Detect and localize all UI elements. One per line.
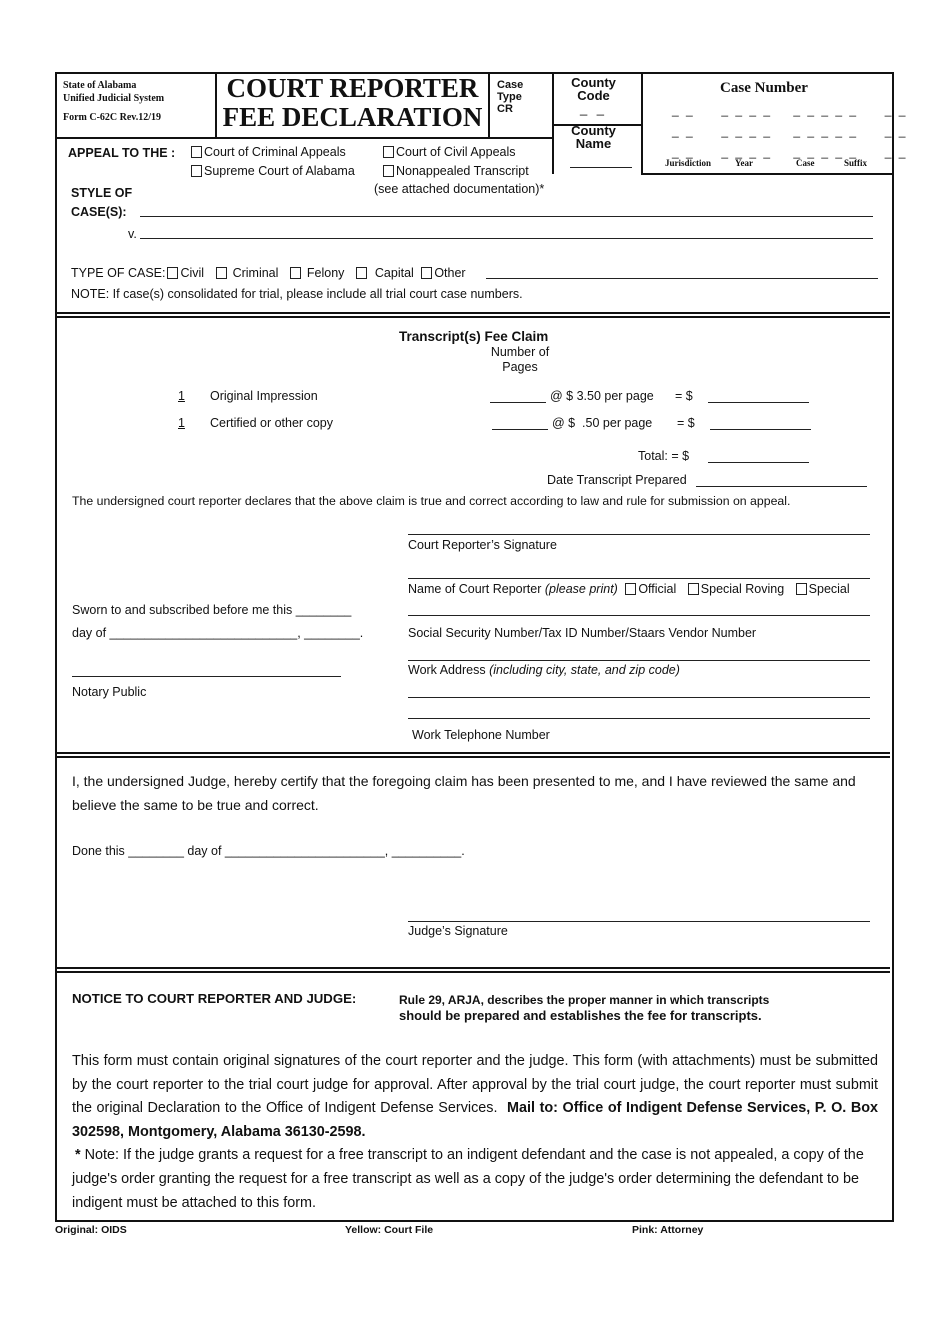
header-state-block bbox=[63, 79, 164, 124]
title-line-1: COURT REPORTER bbox=[226, 73, 479, 103]
form-number: Form C-62C Rev.12/19 bbox=[63, 112, 162, 123]
rule-line-2: should be prepared and establishes the fee for transcripts. bbox=[399, 1008, 762, 1023]
free-transcript-note bbox=[72, 1144, 878, 1215]
notary-sworn: Sworn to and subscribed before me this ________ bbox=[72, 603, 352, 617]
transcript-heading: Transcript(s) Fee Claim bbox=[399, 329, 549, 344]
footer-pink: Pink: Attorney bbox=[632, 1224, 704, 1236]
civil-label: Civil bbox=[180, 266, 205, 280]
checkbox[interactable] bbox=[383, 146, 394, 158]
other-case-type-field[interactable] bbox=[486, 278, 878, 279]
divider bbox=[641, 72, 643, 174]
ssn-field[interactable] bbox=[408, 615, 870, 616]
copy-equals: = $ bbox=[677, 416, 695, 430]
notice-rule bbox=[399, 992, 769, 1024]
work-phone-label: Work Telephone Number bbox=[412, 728, 550, 742]
case-type-value: CR bbox=[497, 103, 513, 115]
reporter-name-label: Name of Court Reporter bbox=[408, 582, 542, 596]
original-qty: 1 bbox=[178, 389, 185, 403]
original-equals: = $ bbox=[675, 389, 693, 403]
appeal-note: (see attached documentation)* bbox=[374, 182, 545, 196]
divider bbox=[641, 173, 894, 175]
option-label: Supreme Court of Alabama bbox=[204, 164, 355, 178]
original-pages-field[interactable] bbox=[490, 402, 546, 403]
criminal-checkbox[interactable] bbox=[216, 267, 227, 279]
case-number-label: Case Number bbox=[720, 80, 808, 96]
footer-yellow: Yellow: Court File bbox=[345, 1224, 434, 1236]
ssn-label: Social Security Number/Tax ID Number/Staars Vendor Number bbox=[408, 626, 757, 640]
divider bbox=[215, 72, 217, 138]
note-asterisk: * bbox=[75, 1147, 81, 1164]
section-divider bbox=[55, 752, 890, 758]
county-name-label-1: County bbox=[571, 123, 616, 138]
option-label: Court of Civil Appeals bbox=[396, 145, 516, 159]
rule-line-1: Rule 29, ARJA, describes the proper manner in which transcripts bbox=[399, 993, 770, 1007]
county-name-label-2: Name bbox=[575, 136, 612, 151]
option-label: Nonappealed Transcript bbox=[396, 164, 529, 178]
original-amount-field[interactable] bbox=[708, 402, 809, 403]
notary-public-label: Notary Public bbox=[72, 685, 147, 699]
reporter-name-field[interactable] bbox=[408, 578, 870, 579]
felony-checkbox[interactable] bbox=[290, 267, 301, 279]
address-field-2[interactable] bbox=[408, 697, 870, 698]
other-label: Other bbox=[434, 266, 466, 280]
appeal-civil-appeals[interactable] bbox=[383, 145, 516, 159]
style-of-case-field[interactable] bbox=[140, 216, 873, 217]
county-code-block bbox=[556, 76, 631, 115]
judge-done-this: Done this ________ day of _______________________, __________. bbox=[72, 844, 465, 858]
official-label: Official bbox=[638, 582, 677, 596]
case-type-label-1: Case bbox=[497, 79, 524, 91]
form-title bbox=[220, 74, 485, 132]
judicial-system: Unified Judicial System bbox=[63, 93, 165, 104]
checkbox[interactable] bbox=[383, 165, 394, 177]
case-number-row-3[interactable]: _ _ _ _ _ _ _ _ _ _ _ _ _ bbox=[672, 145, 908, 159]
case-type-label-2: Type bbox=[497, 91, 522, 103]
style-label-2: CASE(S): bbox=[71, 205, 127, 219]
judge-certification: I, the undersigned Judge, hereby certify that the foregoing claim has been presented to me, and I have reviewed the same and believe the same to be true and correct. bbox=[72, 773, 856, 813]
notice-body bbox=[72, 1050, 878, 1215]
copy-pages-field[interactable] bbox=[492, 429, 548, 430]
official-checkbox[interactable] bbox=[625, 583, 636, 595]
address-label-row bbox=[408, 663, 680, 677]
special-roving-label: Special Roving bbox=[700, 582, 785, 596]
col-jurisdiction: Jurisdiction bbox=[665, 158, 712, 168]
copy-amount-field[interactable] bbox=[710, 429, 811, 430]
reporter-signature-field[interactable] bbox=[408, 534, 870, 535]
date-prepared-field[interactable] bbox=[696, 486, 867, 487]
special-roving-checkbox[interactable] bbox=[688, 583, 699, 595]
case-number-row-1[interactable]: _ _ _ _ _ _ _ _ _ _ _ _ _ bbox=[672, 103, 908, 117]
reporter-signature-label: Court Reporter’s Signature bbox=[408, 538, 557, 552]
checkbox[interactable] bbox=[191, 165, 202, 177]
criminal-label: Criminal bbox=[232, 266, 279, 280]
pages-label bbox=[480, 345, 560, 375]
versus-field[interactable] bbox=[140, 238, 873, 239]
divider bbox=[55, 137, 552, 139]
reporter-declaration: The undersigned court reporter declares that the above claim is true and correct according to law and rule for submission on appeal. bbox=[72, 494, 791, 508]
total-amount-field[interactable] bbox=[708, 462, 809, 463]
reporter-name-row bbox=[408, 582, 850, 596]
consolidated-note: NOTE: If case(s) consolidated for trial, please include all trial court case numbers. bbox=[71, 287, 523, 301]
reporter-name-hint: (please print) bbox=[544, 582, 618, 596]
option-label: Court of Criminal Appeals bbox=[204, 145, 346, 159]
address-hint: (including city, state, and zip code) bbox=[489, 663, 680, 677]
appeal-criminal-appeals[interactable] bbox=[191, 145, 346, 159]
felony-label: Felony bbox=[306, 266, 345, 280]
pages-label-2: Pages bbox=[502, 360, 538, 374]
address-field-3[interactable] bbox=[408, 718, 870, 719]
judge-signature-field[interactable] bbox=[408, 921, 870, 922]
appeal-label: APPEAL TO THE : bbox=[68, 146, 176, 160]
special-label: Special bbox=[808, 582, 850, 596]
case-number-row-2[interactable]: _ _ _ _ _ _ _ _ _ _ _ _ _ bbox=[672, 124, 908, 138]
case-type-block bbox=[497, 79, 523, 115]
footer-original: Original: OIDS bbox=[55, 1224, 127, 1236]
pages-label-1: Number of bbox=[490, 345, 550, 359]
checkbox[interactable] bbox=[191, 146, 202, 158]
notice-body-text: This form must contain original signatures of the court reporter and the judge. This form (with attachments) must be submitted by the court reporter to the trial court judge for approval. After approval by the trial court judge, the court reporter must submit the original Declaration to the Office of Indigent Defense Services. bbox=[72, 1053, 878, 1117]
type-of-case-row bbox=[71, 266, 466, 280]
type-of-case-label: TYPE OF CASE: bbox=[71, 266, 166, 280]
county-name-block bbox=[556, 124, 631, 150]
note-text: Note: If the judge grants a request for a free transcript to an indigent defendant and the case is not appealed, a copy of the judge's order granting the request for a free transcript as well as a copy of the judge's order determining the defendant to be indigent must be attached to this form. bbox=[72, 1147, 864, 1211]
section-divider bbox=[55, 967, 890, 973]
style-of-case-label bbox=[71, 184, 132, 222]
capital-label: Capital bbox=[374, 266, 414, 280]
special-checkbox[interactable] bbox=[796, 583, 807, 595]
county-code-label-2: Code bbox=[577, 88, 610, 103]
total-label: Total: = $ bbox=[638, 449, 690, 463]
notary-signature-field[interactable] bbox=[72, 676, 341, 677]
divider bbox=[488, 72, 490, 138]
original-label: Original Impression bbox=[210, 389, 318, 403]
date-prepared-label: Date Transcript Prepared bbox=[547, 473, 687, 487]
address-field-1[interactable] bbox=[408, 660, 870, 661]
section-divider bbox=[55, 312, 890, 318]
style-label-1: STYLE OF bbox=[71, 186, 133, 200]
copy-rate: @ $ .50 per page bbox=[552, 416, 653, 430]
notary-day-of: day of ___________________________, ________. bbox=[72, 626, 364, 640]
copy-label: Certified or other copy bbox=[210, 416, 333, 430]
title-line-2: FEE DECLARATION bbox=[222, 102, 483, 132]
notice-heading: NOTICE TO COURT REPORTER AND JUDGE: bbox=[72, 991, 357, 1006]
state-name: State of Alabama bbox=[63, 80, 137, 91]
judge-signature-label: Judge’s Signature bbox=[408, 924, 508, 938]
col-case: Case bbox=[796, 158, 815, 168]
versus-label: v. bbox=[128, 227, 137, 241]
appeal-supreme-court[interactable] bbox=[191, 164, 355, 178]
county-code-label-1: County bbox=[571, 75, 616, 90]
address-label: Work Address bbox=[408, 663, 486, 677]
county-code-blanks: _ _ bbox=[579, 101, 608, 116]
civil-checkbox[interactable] bbox=[167, 267, 178, 279]
original-rate: @ $ 3.50 per page bbox=[550, 389, 654, 403]
county-name-field[interactable] bbox=[570, 167, 632, 168]
col-suffix: Suffix bbox=[844, 158, 868, 168]
other-checkbox[interactable] bbox=[421, 267, 432, 279]
col-year: Year bbox=[735, 158, 753, 168]
appeal-nonappealed[interactable] bbox=[383, 164, 529, 178]
notice-mail-address: Mail to: Office of Indigent Defense Services, P. O. Box 302598, Montgomery, Alabama 36130-2598. bbox=[72, 1100, 879, 1140]
divider bbox=[552, 72, 554, 174]
copy-qty: 1 bbox=[178, 416, 185, 430]
capital-checkbox[interactable] bbox=[356, 267, 367, 279]
